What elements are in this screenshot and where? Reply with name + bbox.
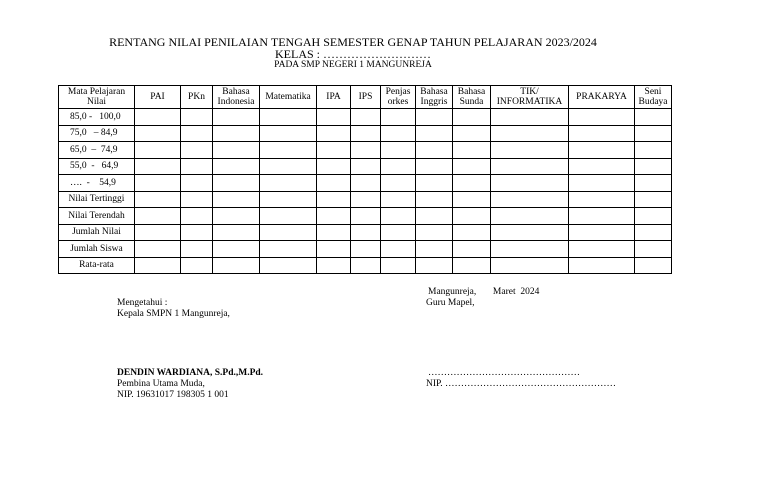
score-cell-bahasa-sunda[interactable] [453,191,491,208]
school-name: PADA SMP NEGERI 1 MANGUNREJA [274,60,432,70]
score-cell-seni-budaya[interactable] [635,175,672,192]
score-cell-seni-budaya[interactable] [635,158,672,175]
header-prakarya: PRAKARYA [569,86,635,109]
header-ipa: IPA [317,86,351,109]
header-bahasa-indonesia [213,86,260,109]
header-seni-line2: Budaya [638,97,668,107]
score-cell-ips[interactable] [351,241,381,258]
table-row [59,191,672,208]
header-mapel-line2: Nilai [87,97,106,107]
score-cell-bahasa-inggris[interactable] [416,175,453,192]
row-label: 65,0 – 74,9 [59,142,135,159]
score-cell-prakarya[interactable] [569,224,635,241]
score-cell-pai[interactable] [135,175,181,192]
score-cell-matematika[interactable] [260,257,317,274]
score-cell-bahasa-indonesia[interactable] [213,142,260,159]
score-cell-ipa[interactable] [317,142,351,159]
header-bahasa-inggris [416,86,453,109]
score-cell-ipa[interactable] [317,175,351,192]
score-cell-ips[interactable] [351,191,381,208]
score-cell-seni-budaya[interactable] [635,125,672,142]
score-cell-prakarya[interactable] [569,175,635,192]
header-binggris-line2: Inggris [420,97,448,107]
score-cell-pai[interactable] [135,257,181,274]
score-cell-bahasa-sunda[interactable] [453,158,491,175]
score-cell-ipa[interactable] [317,158,351,175]
score-cell-penjas[interactable] [381,125,416,142]
score-cell-tik-informatika[interactable] [491,175,569,192]
score-cell-bahasa-indonesia[interactable] [213,241,260,258]
score-cell-bahasa-inggris[interactable] [416,241,453,258]
score-cell-bahasa-sunda[interactable] [453,257,491,274]
teacher-nip: NIP. ……………………………………………… [426,379,617,389]
score-cell-ipa[interactable] [317,191,351,208]
row-label: …. - 54,9 [59,175,135,192]
score-cell-pai[interactable] [135,158,181,175]
table-row [59,158,672,175]
score-cell-pai[interactable] [135,208,181,225]
score-cell-bahasa-inggris[interactable] [416,109,453,126]
row-label: Jumlah Siswa [59,241,135,258]
score-cell-tik-informatika[interactable] [491,257,569,274]
score-cell-bahasa-sunda[interactable] [453,224,491,241]
score-cell-seni-budaya[interactable] [635,224,672,241]
header-pai: PAI [135,86,181,109]
score-cell-ips[interactable] [351,125,381,142]
acknowledged-label: Mengetahui : [117,298,168,308]
score-cell-penjas[interactable] [381,109,416,126]
score-cell-matematika[interactable] [260,191,317,208]
score-cell-ipa[interactable] [317,241,351,258]
score-cell-ips[interactable] [351,208,381,225]
header-binggris-line1: Bahasa [420,87,448,97]
header-tik-line1: TIK/ [520,87,539,97]
header-tik-line2: INFORMATIKA [496,97,563,107]
score-cell-ipa[interactable] [317,257,351,274]
score-cell-penjas[interactable] [381,208,416,225]
principal-title: Kepala SMPN 1 Mangunreja, [117,309,230,319]
header-matematika: Matematika [260,86,317,109]
header-bindo-line1: Bahasa [222,87,250,97]
score-cell-pkn[interactable] [181,125,213,142]
row-label: 55,0 - 64,9 [59,158,135,175]
score-cell-seni-budaya[interactable] [635,241,672,258]
score-cell-bahasa-indonesia[interactable] [213,208,260,225]
score-cell-prakarya[interactable] [569,125,635,142]
score-cell-pai[interactable] [135,142,181,159]
score-cell-ipa[interactable] [317,109,351,126]
table-row [59,257,672,274]
document-title: RENTANG NILAI PENILAIAN TENGAH SEMESTER GENAP TAHUN PELAJARAN 2023/2024 [109,35,597,49]
score-cell-bahasa-inggris[interactable] [416,224,453,241]
table-body [59,109,672,274]
score-cell-penjas[interactable] [381,224,416,241]
header-seni-line1: Seni [644,87,662,97]
header-mapel [59,86,135,109]
table-row [59,142,672,159]
score-cell-bahasa-inggris[interactable] [416,158,453,175]
score-cell-penjas[interactable] [381,175,416,192]
score-cell-ips[interactable] [351,175,381,192]
score-cell-ips[interactable] [351,224,381,241]
header-mapel-line1: Mata Pelajaran [67,87,126,97]
score-cell-tik-informatika[interactable] [491,208,569,225]
score-cell-pkn[interactable] [181,142,213,159]
score-cell-ips[interactable] [351,109,381,126]
score-cell-bahasa-sunda[interactable] [453,109,491,126]
teacher-name-line: ………………………………………… [428,368,580,378]
row-label: Jumlah Nilai [59,224,135,241]
score-cell-bahasa-inggris[interactable] [416,125,453,142]
header-ips: IPS [351,86,381,109]
score-cell-pkn[interactable] [181,224,213,241]
place-date: Mangunreja, Maret 2024 [428,287,540,297]
score-cell-prakarya[interactable] [569,257,635,274]
score-cell-seni-budaya[interactable] [635,142,672,159]
score-cell-bahasa-indonesia[interactable] [213,158,260,175]
table-row [59,241,672,258]
row-label: Nilai Tertinggi [59,191,135,208]
score-cell-bahasa-inggris[interactable] [416,208,453,225]
score-cell-bahasa-inggris[interactable] [416,257,453,274]
score-range-table [58,85,672,274]
table-row [59,109,672,126]
score-cell-bahasa-indonesia[interactable] [213,257,260,274]
score-cell-matematika[interactable] [260,109,317,126]
score-cell-bahasa-sunda[interactable] [453,142,491,159]
score-cell-penjas[interactable] [381,257,416,274]
score-cell-tik-informatika[interactable] [491,125,569,142]
principal-nip: NIP. 19631017 198305 1 001 [117,390,229,400]
header-penjas-line2: orkes [387,97,409,107]
score-cell-seni-budaya[interactable] [635,191,672,208]
row-label: Rata-rata [59,257,135,274]
score-cell-pai[interactable] [135,109,181,126]
principal-rank: Pembina Utama Muda, [117,379,205,389]
score-cell-matematika[interactable] [260,125,317,142]
score-cell-tik-informatika[interactable] [491,142,569,159]
header-bsunda-line2: Sunda [459,97,484,107]
principal-name: DENDIN WARDIANA, S.Pd.,M.Pd. [117,368,264,378]
score-cell-penjas[interactable] [381,158,416,175]
score-cell-seni-budaya[interactable] [635,208,672,225]
score-cell-pkn[interactable] [181,191,213,208]
score-cell-matematika[interactable] [260,241,317,258]
table-row [59,224,672,241]
score-cell-penjas[interactable] [381,142,416,159]
score-cell-tik-informatika[interactable] [491,224,569,241]
header-bindo-line2: Indonesia [217,97,255,107]
score-cell-prakarya[interactable] [569,208,635,225]
score-cell-matematika[interactable] [260,142,317,159]
score-cell-matematika[interactable] [260,208,317,225]
score-cell-tik-informatika[interactable] [491,158,569,175]
header-penjas [381,86,416,109]
score-cell-matematika[interactable] [260,224,317,241]
score-cell-bahasa-sunda[interactable] [453,125,491,142]
header-bsunda-line1: Bahasa [457,87,486,97]
header-tik-informatika [491,86,569,109]
score-cell-bahasa-inggris[interactable] [416,142,453,159]
score-cell-prakarya[interactable] [569,142,635,159]
score-cell-bahasa-indonesia[interactable] [213,109,260,126]
score-cell-tik-informatika[interactable] [491,241,569,258]
score-cell-pai[interactable] [135,241,181,258]
header-bahasa-sunda [453,86,491,109]
row-label: 85,0 - 100,0 [59,109,135,126]
score-cell-seni-budaya[interactable] [635,109,672,126]
teacher-role: Guru Mapel, [426,298,475,308]
header-seni-budaya [635,86,672,109]
score-cell-bahasa-indonesia[interactable] [213,224,260,241]
score-cell-tik-informatika[interactable] [491,109,569,126]
score-cell-bahasa-indonesia[interactable] [213,175,260,192]
row-label: 75,0 – 84,9 [59,125,135,142]
score-cell-bahasa-sunda[interactable] [453,208,491,225]
score-cell-seni-budaya[interactable] [635,257,672,274]
score-cell-ipa[interactable] [317,125,351,142]
table-row [59,125,672,142]
score-cell-ips[interactable] [351,257,381,274]
score-cell-tik-informatika[interactable] [491,191,569,208]
score-cell-prakarya[interactable] [569,158,635,175]
score-cell-ips[interactable] [351,158,381,175]
score-cell-penjas[interactable] [381,241,416,258]
score-cell-ipa[interactable] [317,208,351,225]
score-cell-bahasa-inggris[interactable] [416,191,453,208]
score-cell-pkn[interactable] [181,175,213,192]
score-cell-matematika[interactable] [260,175,317,192]
score-cell-pkn[interactable] [181,257,213,274]
score-cell-prakarya[interactable] [569,241,635,258]
table-row [59,208,672,225]
score-cell-ipa[interactable] [317,224,351,241]
score-cell-pai[interactable] [135,191,181,208]
score-cell-bahasa-sunda[interactable] [453,175,491,192]
score-cell-bahasa-sunda[interactable] [453,241,491,258]
header-pkn: PKn [181,86,213,109]
score-cell-pkn[interactable] [181,208,213,225]
score-cell-penjas[interactable] [381,191,416,208]
score-cell-pkn[interactable] [181,158,213,175]
class-line: KELAS : ……………………… [275,47,431,61]
score-cell-ips[interactable] [351,142,381,159]
score-cell-bahasa-indonesia[interactable] [213,125,260,142]
score-cell-pai[interactable] [135,224,181,241]
row-label: Nilai Terendah [59,208,135,225]
score-cell-prakarya[interactable] [569,109,635,126]
table-header-row [59,86,672,109]
score-cell-pkn[interactable] [181,241,213,258]
score-cell-matematika[interactable] [260,158,317,175]
table-row [59,175,672,192]
score-cell-bahasa-indonesia[interactable] [213,191,260,208]
header-penjas-line1: Penjas [385,87,411,97]
score-cell-pai[interactable] [135,125,181,142]
score-cell-prakarya[interactable] [569,191,635,208]
score-cell-pkn[interactable] [181,109,213,126]
